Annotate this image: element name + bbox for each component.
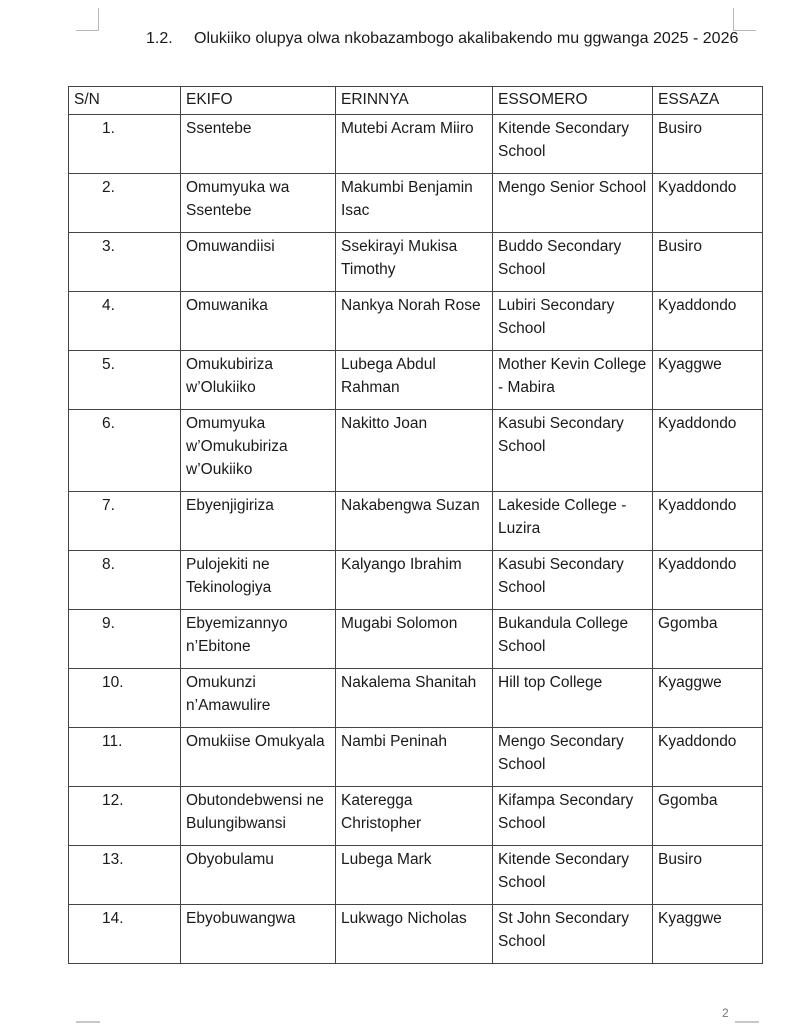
cell-ekifo: Obyobulamu — [181, 846, 336, 905]
cell-sn: 11. — [69, 728, 181, 787]
table-row — [69, 787, 763, 846]
table-header-row — [69, 87, 763, 115]
cell-erinnya: Mutebi Acram Miiro — [336, 115, 493, 174]
cell-ekifo: Omumyuka w’Omukubiriza w’Oukiiko — [181, 410, 336, 492]
table-row — [69, 728, 763, 787]
cell-ekifo: Omuwandiisi — [181, 233, 336, 292]
column-header-essaza: ESSAZA — [653, 87, 763, 115]
cell-essomero: St John Secondary School — [493, 905, 653, 964]
cell-essaza: Kyaggwe — [653, 669, 763, 728]
cell-erinnya: Lukwago Nicholas — [336, 905, 493, 964]
cell-ekifo: Obutondebwensi ne Bulungibwansi — [181, 787, 336, 846]
table-row — [69, 846, 763, 905]
table-row — [69, 292, 763, 351]
cell-sn: 3. — [69, 233, 181, 292]
cell-sn: 6. — [69, 410, 181, 492]
page-number: 2 — [722, 1006, 729, 1020]
table-row — [69, 551, 763, 610]
cell-erinnya: Kateregga Christopher — [336, 787, 493, 846]
cell-erinnya: Nankya Norah Rose — [336, 292, 493, 351]
cell-ekifo: Omumyuka wa Ssentebe — [181, 174, 336, 233]
column-header-sn: S/N — [69, 87, 181, 115]
column-header-ekifo: EKIFO — [181, 87, 336, 115]
cell-erinnya: Nakabengwa Suzan — [336, 492, 493, 551]
cell-essaza: Busiro — [653, 233, 763, 292]
cell-ekifo: Ebyemizannyo n’Ebitone — [181, 610, 336, 669]
cell-essaza: Kyaggwe — [653, 351, 763, 410]
cell-sn: 5. — [69, 351, 181, 410]
cell-sn: 14. — [69, 905, 181, 964]
cell-ekifo: Ebyobuwangwa — [181, 905, 336, 964]
table-row — [69, 905, 763, 964]
cell-essaza: Ggomba — [653, 610, 763, 669]
column-header-erinnya: ERINNYA — [336, 87, 493, 115]
cell-erinnya: Lubega Abdul Rahman — [336, 351, 493, 410]
section-title: Olukiiko olupya olwa nkobazambogo akalibakendo mu ggwanga 2025 - 2026 — [194, 30, 739, 47]
cell-erinnya: Nakitto Joan — [336, 410, 493, 492]
cell-sn: 7. — [69, 492, 181, 551]
footer-mark-left — [76, 1021, 100, 1023]
cell-essomero: Kitende Secondary School — [493, 846, 653, 905]
cell-essaza: Kyaddondo — [653, 174, 763, 233]
column-header-essomero: ESSOMERO — [493, 87, 653, 115]
cell-ekifo: Omuwanika — [181, 292, 336, 351]
table-row — [69, 115, 763, 174]
officers-table — [68, 86, 763, 964]
cell-ekifo: Omukunzi n’Amawulire — [181, 669, 336, 728]
table-row — [69, 492, 763, 551]
table-row — [69, 351, 763, 410]
cell-essaza: Ggomba — [653, 787, 763, 846]
corner-mark-top-left — [76, 8, 99, 31]
cell-essomero: Kitende Secondary School — [493, 115, 653, 174]
cell-sn: 10. — [69, 669, 181, 728]
cell-essaza: Kyaggwe — [653, 905, 763, 964]
table-row — [69, 610, 763, 669]
cell-ekifo: Omukubiriza w’Olukiiko — [181, 351, 336, 410]
cell-erinnya: Nambi Peninah — [336, 728, 493, 787]
cell-erinnya: Ssekirayi Mukisa Timothy — [336, 233, 493, 292]
cell-essaza: Kyaddondo — [653, 410, 763, 492]
cell-essaza: Kyaddondo — [653, 551, 763, 610]
cell-sn: 9. — [69, 610, 181, 669]
cell-ekifo: Omukiise Omukyala — [181, 728, 336, 787]
cell-sn: 4. — [69, 292, 181, 351]
cell-sn: 1. — [69, 115, 181, 174]
cell-erinnya: Nakalema Shanitah — [336, 669, 493, 728]
cell-sn: 8. — [69, 551, 181, 610]
table-row — [69, 174, 763, 233]
cell-essomero: Mother Kevin College - Mabira — [493, 351, 653, 410]
cell-essaza: Busiro — [653, 115, 763, 174]
cell-erinnya: Makumbi Benjamin Isac — [336, 174, 493, 233]
cell-essomero: Hill top College — [493, 669, 653, 728]
cell-ekifo: Ssentebe — [181, 115, 336, 174]
table-row — [69, 669, 763, 728]
cell-erinnya: Mugabi Solomon — [336, 610, 493, 669]
cell-ekifo: Ebyenjigiriza — [181, 492, 336, 551]
cell-essaza: Kyaddondo — [653, 292, 763, 351]
cell-essaza: Kyaddondo — [653, 492, 763, 551]
cell-essomero: Lubiri Secondary School — [493, 292, 653, 351]
cell-essomero: Mengo Senior School — [493, 174, 653, 233]
cell-essaza: Busiro — [653, 846, 763, 905]
cell-essomero: Kifampa Secondary School — [493, 787, 653, 846]
cell-sn: 2. — [69, 174, 181, 233]
cell-ekifo: Pulojekiti ne Tekinologiya — [181, 551, 336, 610]
cell-sn: 12. — [69, 787, 181, 846]
table-row — [69, 233, 763, 292]
cell-essomero: Mengo Secondary School — [493, 728, 653, 787]
cell-essomero: Lakeside College - Luzira — [493, 492, 653, 551]
footer-mark-right — [735, 1021, 759, 1023]
cell-essomero: Kasubi Secondary School — [493, 551, 653, 610]
cell-sn: 13. — [69, 846, 181, 905]
table-row — [69, 410, 763, 492]
cell-essomero: Bukandula College School — [493, 610, 653, 669]
cell-essomero: Buddo Secondary School — [493, 233, 653, 292]
section-number: 1.2. — [146, 30, 173, 47]
cell-essomero: Kasubi Secondary School — [493, 410, 653, 492]
cell-erinnya: Lubega Mark — [336, 846, 493, 905]
cell-essaza: Kyaddondo — [653, 728, 763, 787]
cell-erinnya: Kalyango Ibrahim — [336, 551, 493, 610]
